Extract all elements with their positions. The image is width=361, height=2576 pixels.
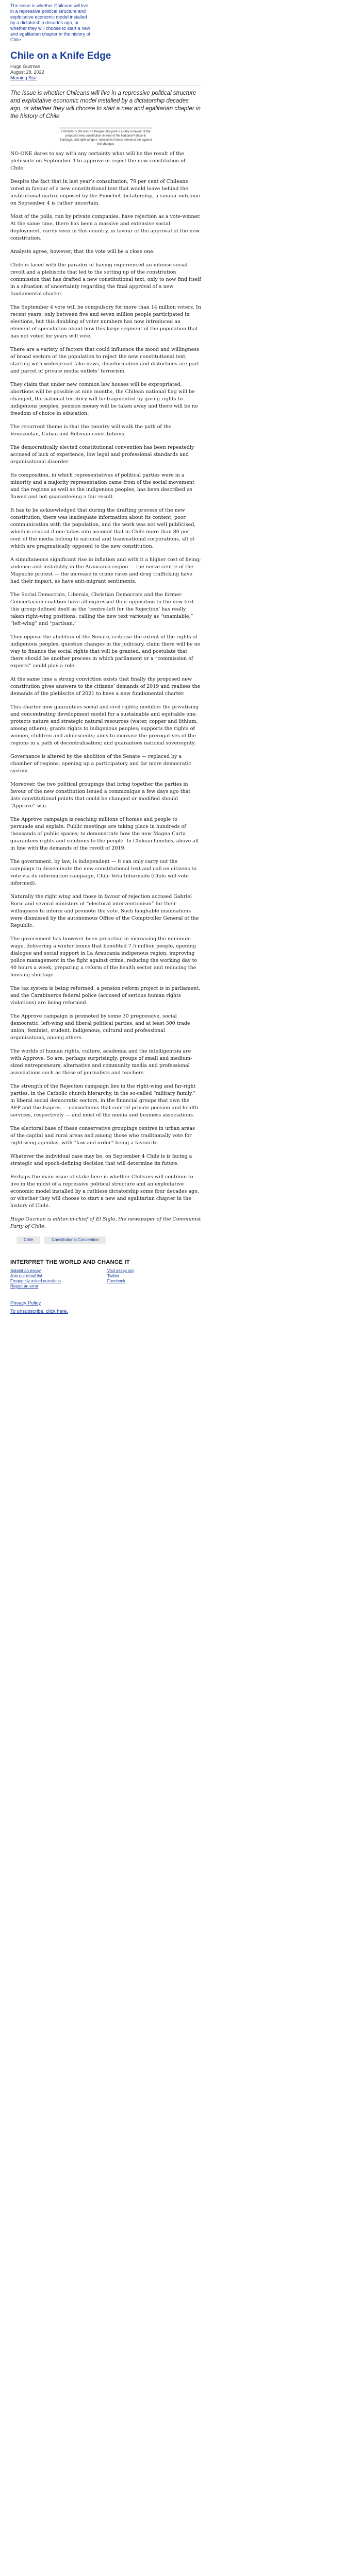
article-paragraph: The Approve campaign is reaching millions of homes and people to persuade and explain. Public meetings are taking place in hundreds of thousands of public spaces; to demonstrate how the new Magna Carta guarantees rights and solutions to the people. In Chilean families, above all in line with the demands of the revolt of 2019. bbox=[10, 817, 199, 851]
article-card bbox=[10, 50, 201, 1244]
article-paragraph: Naturally the right wing and those in favour of rejection accused Gabriel Boric and several ministers of “electoral interventionism” for their willingness to inform and promote the vote. Such laughable insinuations were dismissed by the autonomous Office of the Comptroller General of the Republic. bbox=[10, 894, 199, 928]
footer-col-1 bbox=[10, 1268, 61, 1289]
article-paragraph: The September 4 vote will be compulsory for more than 14 million voters. In recent years, only between five and seven million people participated in elections, but this doubling of voter numbers has now introduced an element of speculation about how this large segment of the population that has not voted for years will vote. bbox=[10, 304, 201, 339]
article-paragraph: The worlds of human rights, culture, academia and the intelligentsia are with Approve. So are, perhaps surprisingly, groups of small and medium-sized entrepreneurs, alternative and community media and professional associations such as those of journalists and teachers. bbox=[10, 1048, 192, 1076]
footer-link[interactable]: Frequently asked questions bbox=[10, 1279, 61, 1283]
footer-columns bbox=[10, 1268, 201, 1289]
article-paragraph: The government, by law, is independent — it can only carry out the campaign to disseminate the new constitutional text and call on citizens to vote via its information campaign, Chile Vota Informado (Chile will vote informed). bbox=[10, 859, 196, 886]
article-paragraph: The electoral base of these conservative groupings centres in urban areas of the capital and rural areas and among those who traditionally vote for right-wing agendas, with “law and order” being a favourite. bbox=[10, 1126, 195, 1146]
article-paragraph: The tax system is being reformed, a pension reform project is in parliament, and the Carabineros federal police (accused of serious human rights violations) are being reformed. bbox=[10, 986, 201, 1006]
unsubscribe-link[interactable]: To unsubscribe, click here. bbox=[10, 1309, 68, 1314]
author: Hugo Guzman bbox=[10, 64, 41, 69]
article-paragraph: At the same time a strong conviction exists that finally the proposed new constitution gives answers to the citizens’ demands of 2019 and realises the demands of the plebiscite of 2021 to have a new fundamental charter. bbox=[10, 676, 201, 697]
article-paragraph: A simultaneous significant rise in inflation and with it a higher cost of living; violence and instability in the Araucania region — the nerve centre of the Mapuche protest — the increase in crime rates and drug trafficking have had their impact, as have anti-migrant sentiments. bbox=[10, 557, 201, 584]
article-paragraph: The government has however been proactive in increasing the minimum wage, delivering a winter bonus that benefited 7.5 million people, opening dialogue and social support in La Araucania indigenous region, improving police management in the fight against crime, reducing the working day to 40 hours a week, preparing a reform of the health sector and reducing the housing shortage. bbox=[10, 936, 198, 978]
article-paragraph: Chile is faced with the paradox of having experienced an intense social revolt and a plebiscite that led to the setting up of the constitution commission that has drafted a new constitutional text, only to now find itself in a situation of uncertainty regarding the final approval of a new fundamental charter. bbox=[10, 262, 201, 297]
footer-item bbox=[107, 1274, 134, 1279]
article-paragraph: The recurrent theme is that the country will walk the path of the Venezuelan, Cuban and Bolivian constitutions. bbox=[10, 424, 172, 437]
article-paragraph: Whatever the individual case may be, on September 4 Chile is is facing a strategic and epoch-defining decision that will determine its future. bbox=[10, 1154, 192, 1166]
article-paragraph: NO-ONE dares to say with any certainty what will be the result of the plebiscite on September 4 to approve or reject the new constitution of Chile. bbox=[10, 151, 186, 171]
article-paragraph: There are a variety of factors that could influence the mood and willingness of broad sectors of the population to reject the new constitutional text, starting with widespread fake news, disinformation and distortions are part and parcel of private media outlets’ terrorism. bbox=[10, 347, 200, 374]
figure-caption: FORWARD OR BACK? People take part in a rally in favour of the proposed new constitution in front of the National Palace in Santiago, and right-wingers’ rejectionist forces demonstrate against the changes bbox=[59, 130, 152, 146]
footer-item bbox=[10, 1279, 61, 1284]
tag-chip[interactable]: Chile bbox=[17, 1236, 40, 1244]
article-paragraph: The Approve campaign is promoted by some 30 progressive, social democratic, left-wing and liberal political parties, and at least 300 trade union, feminist, student, indigenous, cultural and professional organisations, among others. bbox=[10, 1013, 190, 1041]
footer-link[interactable]: Submit an essay bbox=[10, 1268, 41, 1273]
article-paragraph: They oppose the abolition of the Senate, criticise the extent of the rights of indigenous peoples, question changes in the judiciary, claim there will be no way to finance the social rights that will be granted, and postulate that there should be another process in which parliament or a “commission of experts” could play a role. bbox=[10, 634, 201, 669]
source-link-wrap bbox=[10, 75, 201, 81]
article-paragraph: Its composition, in which representatives of political parties were in a minority and a majority representation came from of the social movement and the regions as well as the indigenous peoples, has been described as flawed and not guaranteeing a fair result. bbox=[10, 472, 194, 500]
footer-link[interactable]: Join our email list bbox=[10, 1274, 42, 1278]
article-figure bbox=[59, 127, 152, 146]
tag-list bbox=[17, 1236, 201, 1244]
article-paragraph: The strength of the Rejection campaign lies in the right-wing and far-right parties, in the Catholic church hierarchy, in the so-called “military family,” in liberal social democratic sectors, in the financial groups that own the AFP and the Isapres — consortiums that control private pension and health services, respectively — and most of the media and business associations. bbox=[10, 1083, 199, 1118]
footer-item bbox=[107, 1279, 134, 1284]
article-title[interactable]: Chile on a Knife Edge bbox=[10, 50, 111, 61]
article-body bbox=[10, 150, 201, 1210]
standfirst: The issue is whether Chileans will live in a repressive political structure and exploitative economic model installed by a dictatorship decades ago, or whether they will choose to start a new and egalitarian chapter in the history of Chile bbox=[10, 90, 201, 120]
footer-link[interactable]: Report an error bbox=[10, 1284, 39, 1289]
footer bbox=[10, 1259, 201, 1289]
bottom-links bbox=[10, 1299, 361, 1326]
footer-item bbox=[10, 1268, 61, 1274]
tag-chip[interactable]: Constitutional Convention bbox=[44, 1236, 106, 1244]
article-paragraph: Most of the polls, run by private companies, have rejection as a vote-winner. At the same time, there has been a massive and extensive social deployment, rarely seen in this country, in favour of the approval of the new constitution. bbox=[10, 214, 201, 241]
article-paragraph: It has to be acknowledged that during the drafting process of the new constitution, there was inadequate information about its content, poor communication with the population, and the work was not well publicised, which is crucial if one takes into account that in Chile more than 80 per cent of the media belong to national and transnational corporations, all of which are pragmatically opposed to the new constitution. bbox=[10, 507, 196, 549]
footer-link[interactable]: Facebook bbox=[107, 1279, 125, 1283]
article-paragraph: Moreover, the two political groupings that bring together the parties in favour of the new constitution issued a commonique a few days ago that lists constitutional points that could be changed or modified should “Approve” win. bbox=[10, 782, 191, 809]
footer-heading: INTERPRET THE WORLD AND CHANGE IT bbox=[10, 1259, 130, 1265]
footer-item bbox=[107, 1268, 134, 1274]
publish-date: August 28, 2022 bbox=[10, 70, 44, 75]
footer-col-2 bbox=[107, 1268, 134, 1289]
privacy-policy-link[interactable]: Privacy Policy bbox=[10, 1300, 41, 1306]
source-link[interactable]: Morning Star bbox=[10, 75, 37, 80]
article-paragraph: This charter now guarantees social and civil rights; modifies the privatising and concentrating development model for a sustainable and equitable one; protects nature and strategic natural resources (water, copper and lithium, among others); grants rights to indigenous peoples; supports the rights of women, children and adolescents; aims to increase the prerogatives of the regions in a path of decentralisation; and guarantees national sovereignty. bbox=[10, 704, 199, 746]
article-paragraph: Despite the fact that in last year’s consultation, 79 per cent of Chileans voted in favour of a new constitutional text that would leave behind the institutional matrix imposed by the Pinochet dictatorship, a similar outcome on September 4 is rather uncertain. bbox=[10, 179, 200, 206]
footer-link[interactable]: Visit essay.org bbox=[107, 1268, 134, 1273]
article-paragraph: The Social Democrats, Liberals, Christian Democrats and the former Concertacion coalition have all expressed their opposition to the new text — this group defined itself as the ‘centre-left for the Rejection’ has really taken right-wing positions, calling the new text variously as “unamiable,” “left-wing” and “partisan.” bbox=[10, 592, 201, 626]
footer-item bbox=[10, 1274, 61, 1279]
divider bbox=[10, 85, 201, 86]
footer-link[interactable]: Twitter bbox=[107, 1274, 120, 1278]
article-paragraph: Perhaps the main issue at stake here is whether Chileans will continue to live in the midst of a repressive political structure and an exploitative economic model installed by a ruthless dictatorship some four decades ago, or whether they will choose to start a new and egalitarian chapter in the history of Chile. bbox=[10, 1174, 199, 1209]
top-snippet[interactable]: The issue is whether Chileans will live in a repressive political structure and exploitative economic model installed by a dictatorship decades ago, or whether they will choose to start a new and egalitarian chapter in the history of Chile bbox=[10, 3, 91, 42]
article-paragraph: The democratically elected constitutional convention has been repeatedly accused of lack of experience, low legal and professional standards and organisational disorder. bbox=[10, 445, 194, 465]
article-paragraph: They claim that under new common law houses will be expropriated, abortions will be possible at nine months, the Chilean national flag will be changed, the national territory will be fragmented by giving rights to indigenous peoples, pension money will be taken away and there will be no freedom of choice in education. bbox=[10, 382, 198, 416]
article-paragraph: Analysts agree, however, that the vote will be a close one. bbox=[10, 249, 155, 255]
footer-item bbox=[10, 1284, 61, 1289]
article-paragraph: Governance is altered by the abolition of the Senate — replaced by a chamber of regions, opening up a participatory and far more democratic system. bbox=[10, 754, 191, 774]
author-bio: Hugo Guzman is editor-in-chief of El Siglo, the newspaper of the Communist Party of Chile. bbox=[10, 1216, 201, 1229]
